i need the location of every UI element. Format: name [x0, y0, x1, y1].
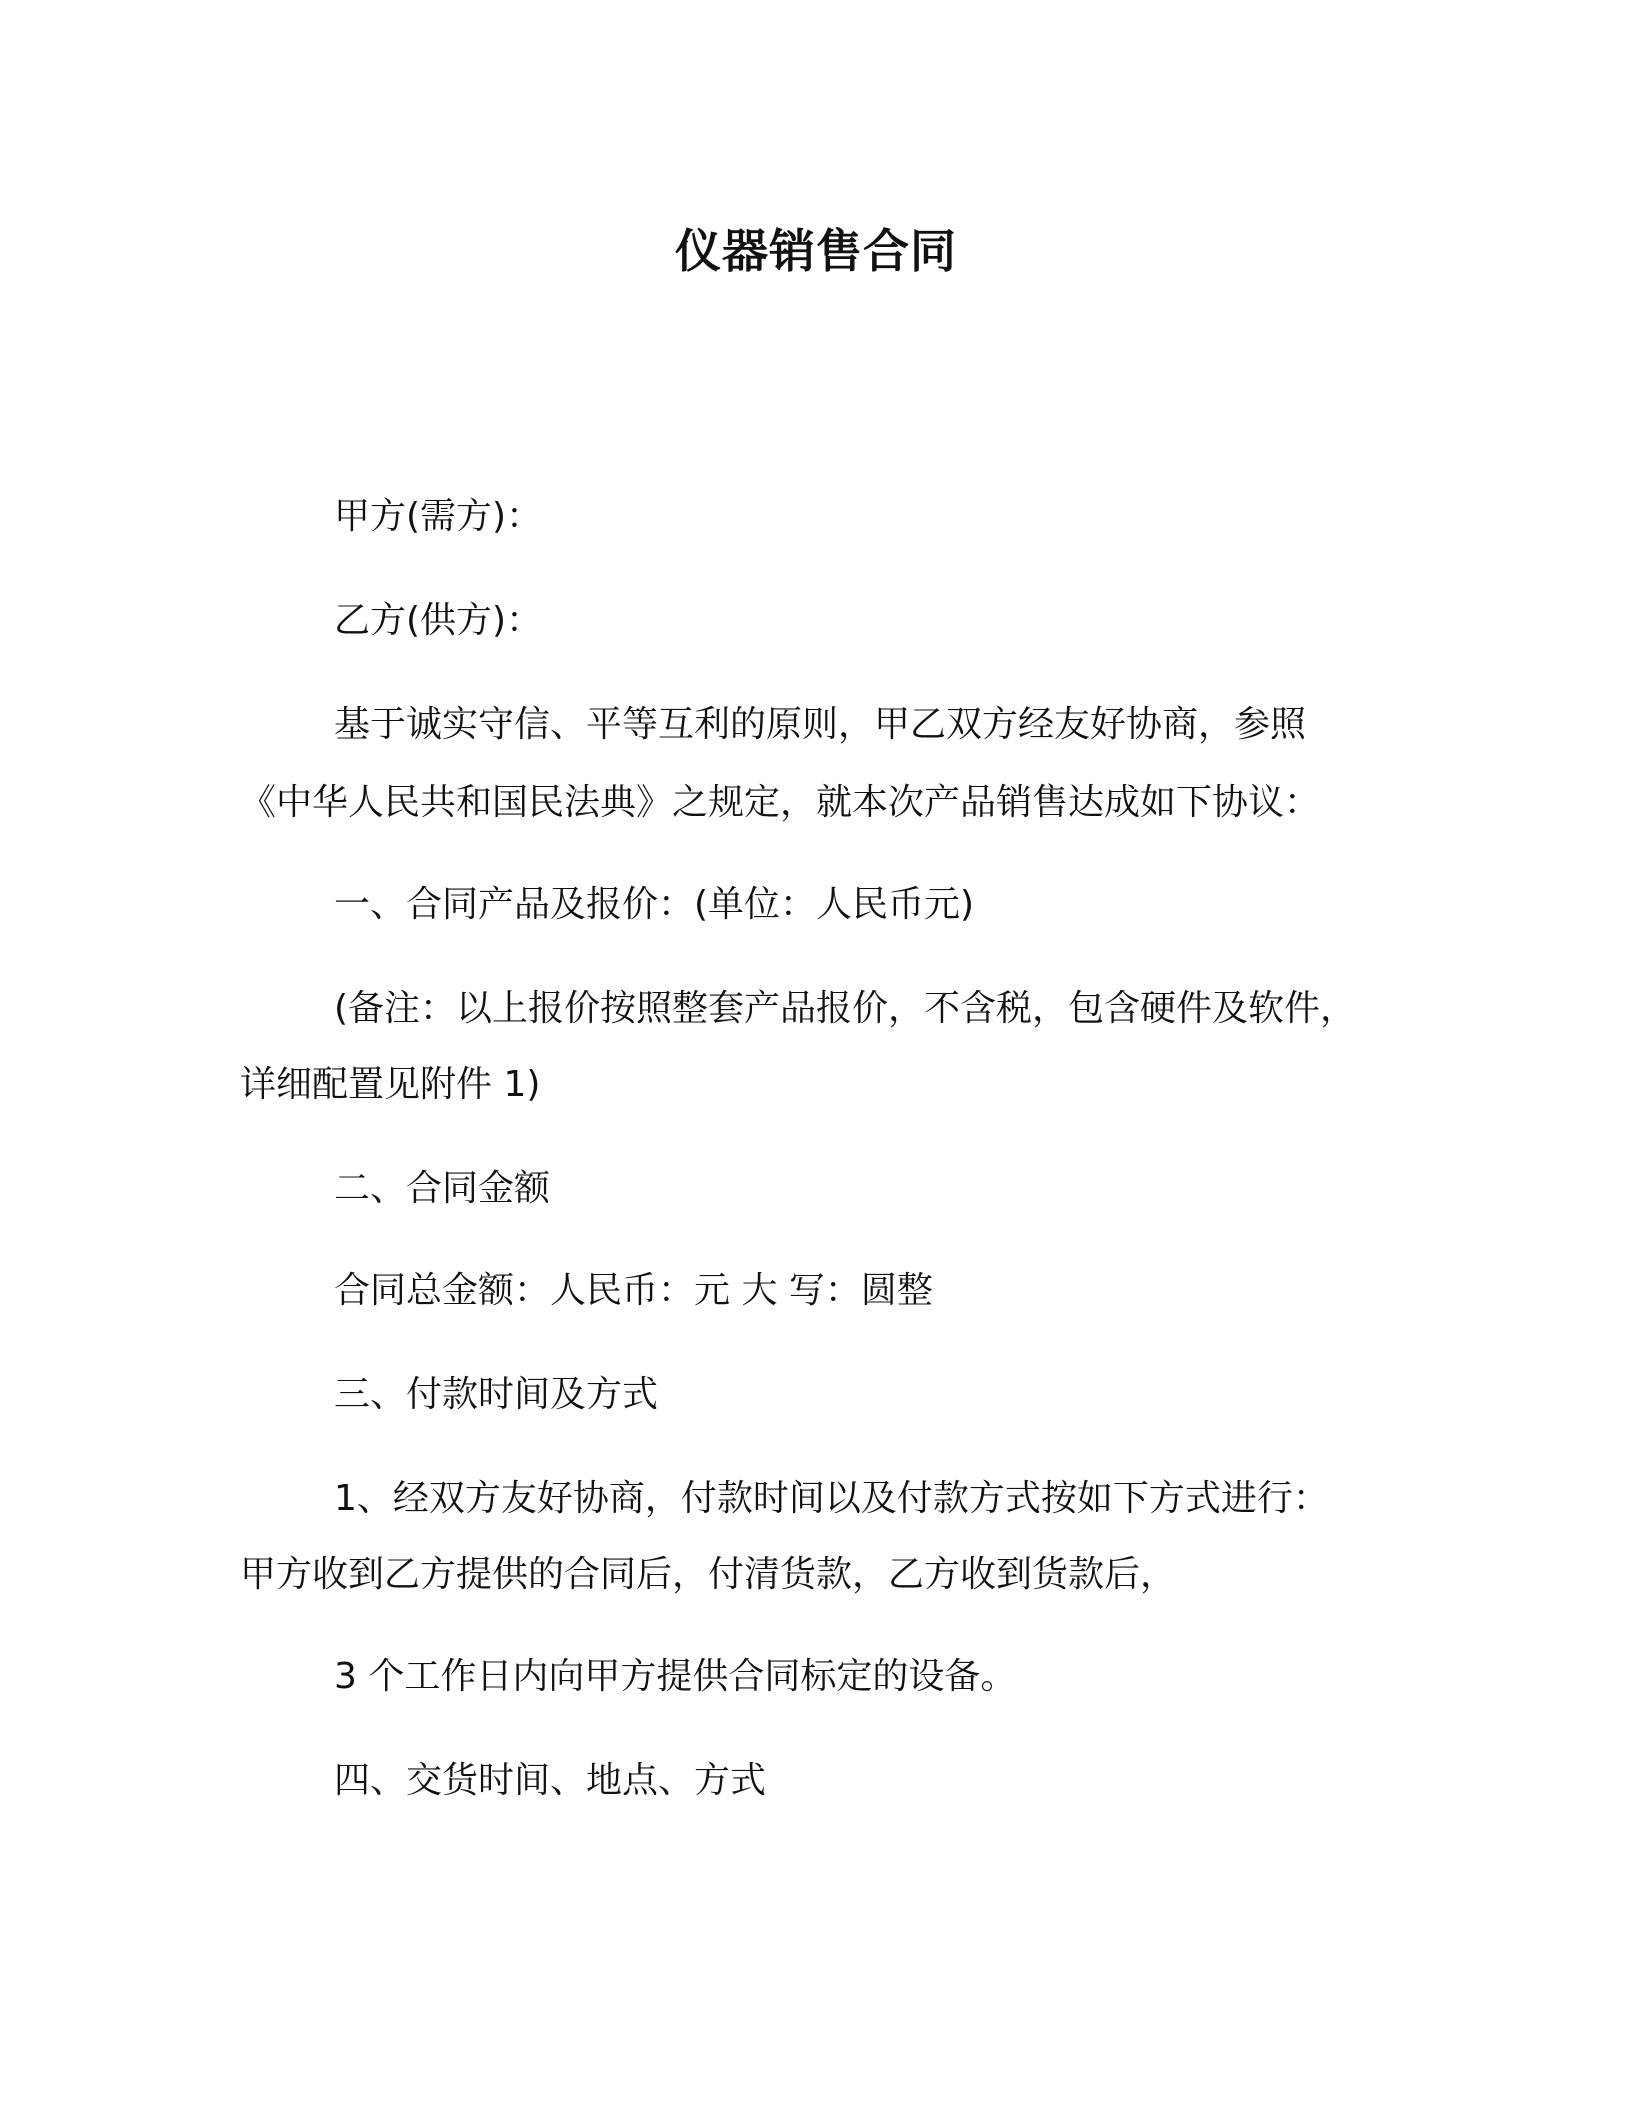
preamble-line-2: 《中华人民共和国民法典》之规定，就本次产品销售达成如下协议： [240, 782, 1321, 823]
section-4-heading: 四、交货时间、地点、方式 [334, 1760, 767, 1801]
party-b-line: 乙方(供方)： [334, 600, 543, 641]
contract-amount-line: 合同总金额：人民币：元 大 写：圆整 [334, 1270, 933, 1311]
remark-line-2: 详细配置见附件 1) [240, 1064, 541, 1105]
payment-line-3: 3 个工作日内向甲方提供合同标定的设备。 [334, 1656, 1017, 1697]
section-1-heading: 一、合同产品及报价：(单位：人民币元) [334, 884, 975, 925]
party-a-line: 甲方(需方)： [334, 496, 543, 537]
payment-line-2: 甲方收到乙方提供的合同后，付清货款，乙方收到货款后， [240, 1554, 1177, 1595]
document-title: 仪器销售合同 [675, 224, 957, 278]
preamble-line-1: 基于诚实守信、平等互利的原则，甲乙双方经友好协商，参照 [334, 704, 1307, 745]
section-3-heading: 三、付款时间及方式 [334, 1374, 659, 1415]
payment-line-1: 1、经双方友好协商，付款时间以及付款方式按如下方式进行： [334, 1478, 1329, 1519]
remark-line-1: (备注：以上报价按照整套产品报价，不含税，包含硬件及软件， [334, 988, 1357, 1029]
section-2-heading: 二、合同金额 [334, 1168, 551, 1209]
